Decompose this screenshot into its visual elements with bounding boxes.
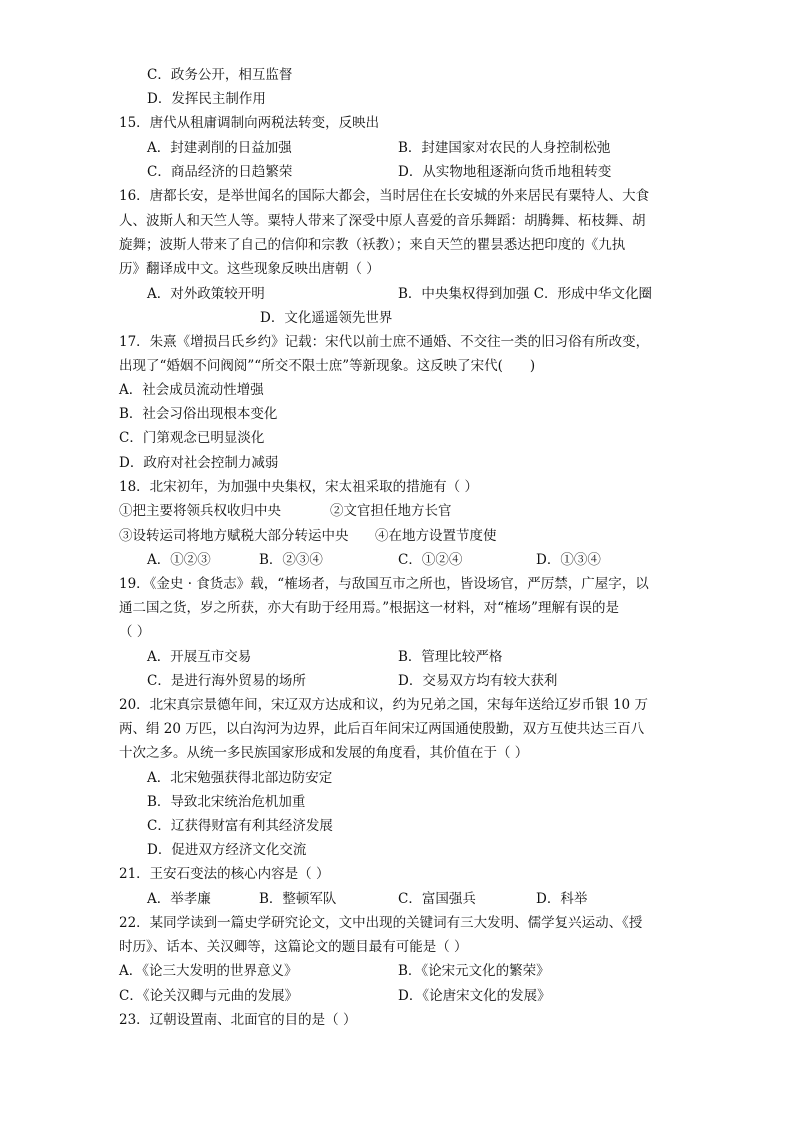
q17-option-c: C．门第观念已明显淡化: [119, 430, 265, 446]
q15-stem: 15．唐代从租庸调制向两税法转变，反映出: [119, 115, 380, 131]
q16-stem-line2: 人、波斯人和天竺人等。粟特人带来了深受中原人喜爱的音乐舞蹈：胡腾舞、柘枝舞、胡: [119, 213, 646, 229]
q20-option-b: B．导致北宋统治危机加重: [147, 794, 306, 810]
q14-option-d: D．发挥民主制作用: [147, 91, 266, 107]
q17-stem-line2: 出现了“婚姻不问阀阅”“所交不限士庶”等新现象。这反映了宋代( ): [119, 358, 536, 374]
q15-option-b: B．封建国家对农民的人身控制松弛: [398, 140, 611, 156]
q16-option-bc: B．中央集权得到加强 C．形成中华文化圈: [398, 286, 653, 302]
q19-stem-line3: （ ）: [119, 624, 151, 640]
q21-option-d: D．科举: [536, 891, 588, 907]
q20-option-d: D．促进双方经济文化交流: [147, 842, 307, 858]
q21-option-c: C．富国强兵: [398, 891, 476, 907]
q19-stem-line2: 通二国之货，岁之所获，亦大有助于经用焉。”根据这一材料，对“榷场”理解有误的是: [119, 600, 619, 616]
q21-option-a: A．举孝廉: [147, 891, 211, 907]
q20-stem-line1: 20．北宋真宗景德年间，宋辽双方达成和议，约为兄弟之国，宋每年送给辽岁币银 10 万: [119, 697, 648, 713]
q18-option-d: D．①③④: [536, 552, 601, 568]
q19-option-c: C．是进行海外贸易的场所: [147, 673, 306, 689]
q15-option-c: C．商品经济的日趋繁荣: [147, 164, 293, 180]
q19-option-a: A．开展互市交易: [147, 649, 252, 665]
q19-stem-line1: 19．《金史 · 食货志》载，“榷场者，与敌国互市之所也，皆设场官，严厉禁，广屋字，以: [119, 576, 649, 592]
q22-option-b: B．《论宋元文化的繁荣》: [398, 963, 550, 979]
q18-option-a: A．①②③: [147, 552, 211, 568]
q19-option-d: D．交易双方均有较大获利: [398, 673, 558, 689]
q19-option-b: B．管理比较严格: [398, 649, 503, 665]
q16-option-d: D．文化遥遥领先世界: [260, 310, 393, 326]
q17-option-b: B．社会习俗出现根本变化: [119, 406, 278, 422]
q18-stem: 18．北宋初年，为加强中央集权，宋太祖采取的措施有（ ）: [119, 479, 478, 495]
q22-stem-line2: 时历》、话本、关汉卿等，这篇论文的题目最有可能是（ ）: [119, 939, 468, 955]
q22-stem-line1: 22．某同学读到一篇史学研究论文，文中出现的关键词有三大发明、儒学复兴运动、《授: [119, 915, 643, 931]
q18-option-c: C．①②④: [398, 552, 463, 568]
q17-stem-line1: 17．朱熹《增损吕氏乡约》记载：宋代以前士庶不通婚、不交往一类的旧习俗有所改变，: [119, 334, 650, 350]
q18-item-1: ①把主要将领兵权收归中央: [119, 503, 281, 519]
q21-stem: 21．王安石变法的核心内容是（ ）: [119, 866, 330, 882]
q15-option-d: D．从实物地租逐渐向货币地租转变: [398, 164, 612, 180]
q20-stem-line2: 两、绢 20 万匹，以白沟河为边界，此后百年间宋辽两国通使殷勤，双方互使共达三百八: [119, 721, 645, 737]
q15-option-a: A．封建剥削的日益加强: [147, 140, 292, 156]
q17-option-d: D．政府对社会控制力减弱: [119, 455, 279, 471]
q21-option-b: B．整顿军队: [259, 891, 337, 907]
q22-option-d: D．《论唐宋文化的发展》: [398, 988, 551, 1004]
q14-option-c: C．政务公开，相互监督: [147, 67, 293, 83]
q18-item-4: ④在地方设置节度使: [375, 528, 497, 544]
q16-stem-line3: 旋舞；波斯人带来了自己的信仰和宗教（袄教）；来自天竺的瞿昙悉达把印度的《九执: [119, 237, 626, 253]
q20-option-c: C．辽获得财富有利其经济发展: [147, 818, 333, 834]
q18-option-b: B．②③④: [259, 552, 323, 568]
q22-option-c: C．《论关汉卿与元曲的发展》: [119, 988, 299, 1004]
q20-option-a: A．北宋勉强获得北部边防安定: [147, 770, 333, 786]
q16-stem-line4: 历》翻译成中文。这些现象反映出唐朝（ ）: [119, 261, 380, 277]
q16-option-a: A．对外政策较开明: [147, 286, 265, 302]
q17-option-a: A．社会成员流动性增强: [119, 382, 264, 398]
q23-stem: 23．辽朝设置南、北面官的目的是（ ）: [119, 1012, 357, 1028]
q16-stem-line1: 16．唐都长安，是举世闻名的国际大都会，当时居住在长安城的外来居民有粟特人、大食: [119, 188, 650, 204]
q20-stem-line3: 十次之多。从统一多民族国家形成和发展的角度看，其价值在于（ ）: [119, 745, 529, 761]
q22-option-a: A．《论三大发明的世界意义》: [119, 963, 298, 979]
q18-item-3: ③设转运司将地方赋税大部分转运中央: [119, 528, 349, 544]
q18-item-2: ②文官担任地方长官: [330, 503, 452, 519]
